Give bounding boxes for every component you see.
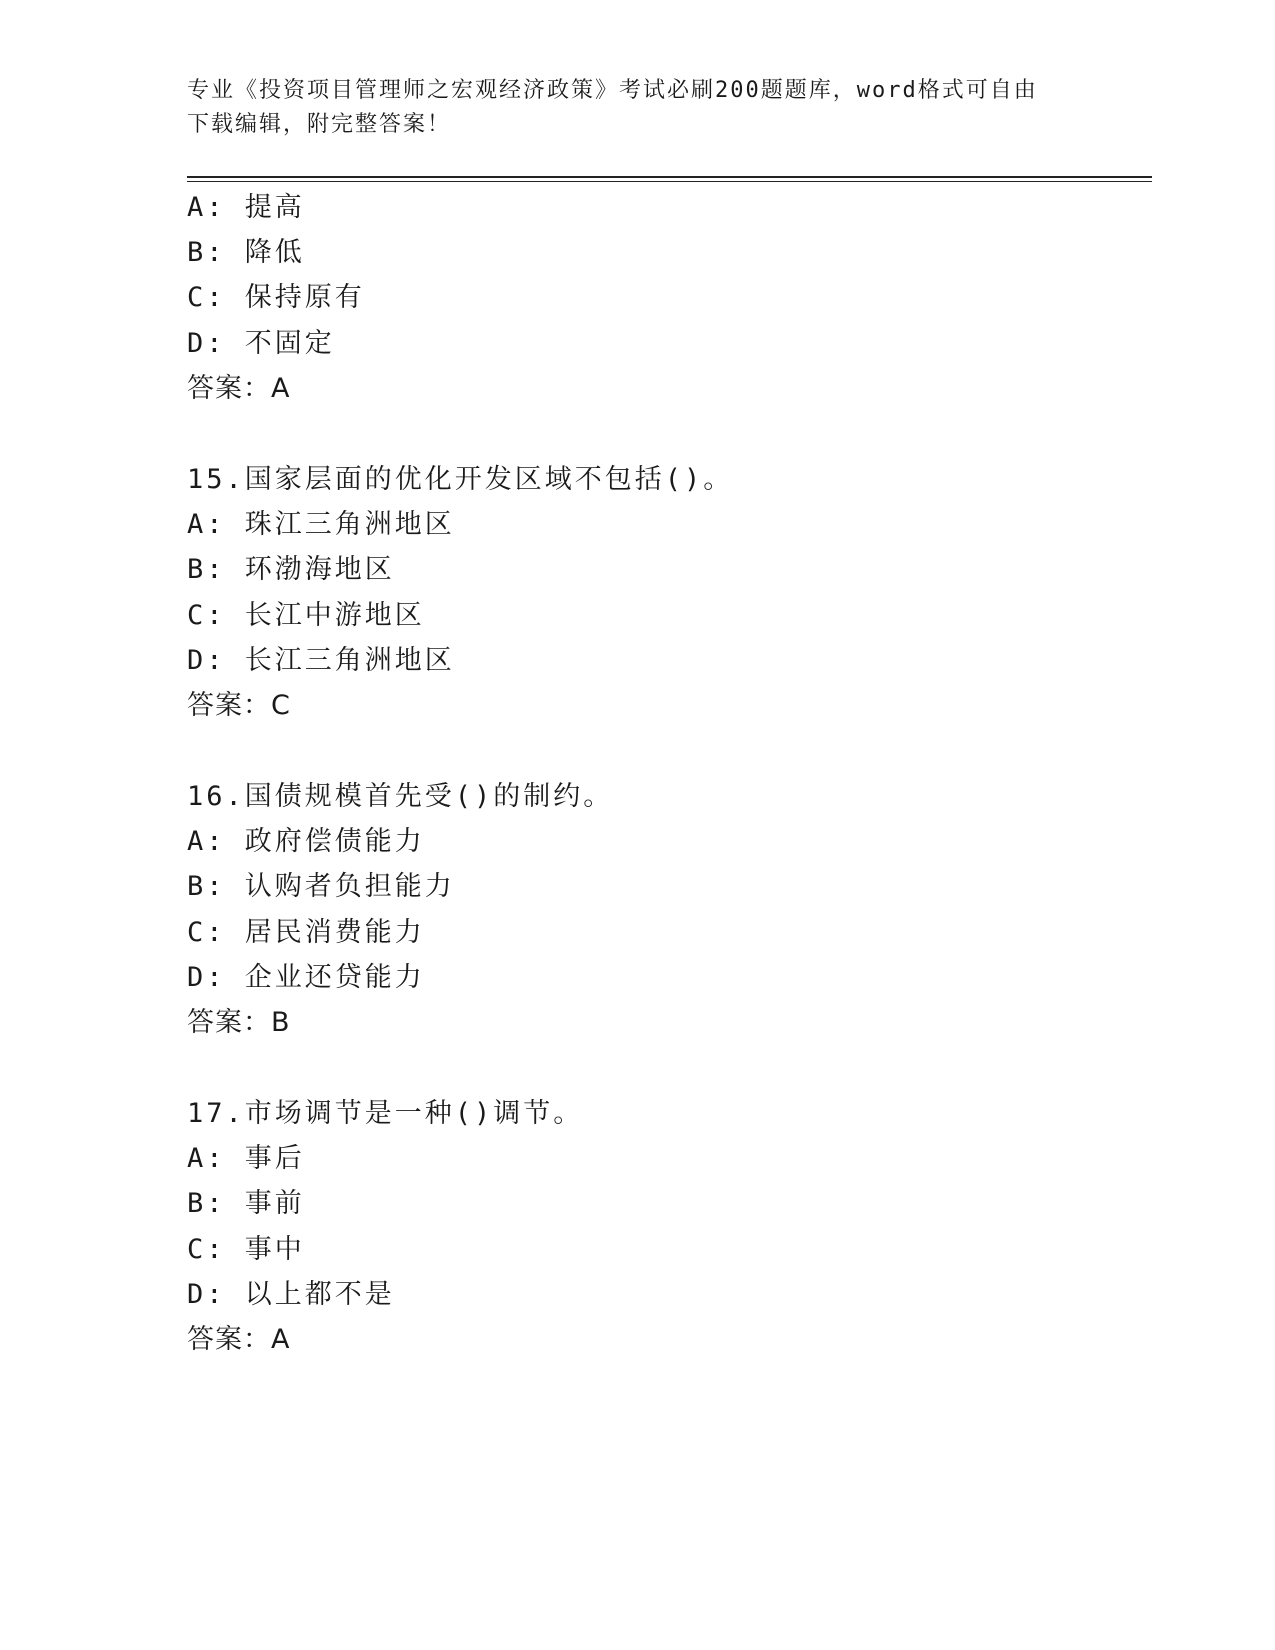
q17-option-b: B: 事前 [187,1188,305,1219]
header-line-2: 下载编辑，附完整答案！ [187,112,452,137]
q16-option-b: B: 认购者负担能力 [187,871,455,902]
q15-option-b: B: 环渤海地区 [187,554,395,585]
q16-question: 16.国债规模首先受()的制约。 [187,781,614,812]
q17-option-d: D: 以上都不是 [187,1279,395,1310]
q14-answer: 答案：A [187,373,291,404]
q17-answer: 答案：A [187,1324,291,1355]
q16-answer: 答案：B [187,1007,291,1038]
q15-option-a: A: 珠江三角洲地区 [187,509,455,540]
q14-option-b: B: 降低 [187,237,305,268]
q17-option-c: C: 事中 [187,1234,305,1265]
q15-question: 15.国家层面的优化开发区域不包括()。 [187,464,734,495]
q14-option-a: A: 提高 [187,192,305,223]
q15-option-d: D: 长江三角洲地区 [187,645,455,676]
q14-option-c: C: 保持原有 [187,282,365,313]
q16-option-c: C: 居民消费能力 [187,917,425,948]
header-divider-thick [187,176,1152,178]
q17-option-a: A: 事后 [187,1143,305,1174]
q16-option-a: A: 政府偿债能力 [187,826,425,857]
document-header [187,74,1067,142]
q15-answer: 答案：C [187,690,291,721]
q16-option-d: D: 企业还贷能力 [187,962,425,993]
q14-option-d: D: 不固定 [187,328,335,359]
q15-option-c: C: 长江中游地区 [187,600,425,631]
header-divider-thin [187,181,1152,182]
header-line-1: 专业《投资项目管理师之宏观经济政策》考试必刷200题题库，word格式可自由 [187,78,1038,103]
q17-question: 17.市场调节是一种()调节。 [187,1098,584,1129]
